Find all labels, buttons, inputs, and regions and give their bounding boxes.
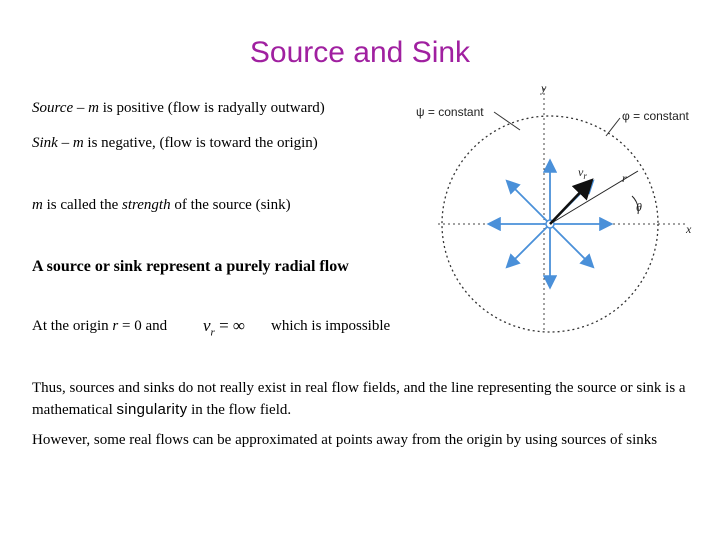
phi-leader-line bbox=[606, 118, 620, 136]
vr-label bbox=[578, 165, 587, 181]
singularity-paragraph bbox=[32, 378, 692, 421]
approximation-paragraph: However, some real flows can be approximated at points away from the origin by using sources of sinks bbox=[32, 432, 658, 448]
formula-sub: r bbox=[210, 326, 215, 339]
strength-mid: is called the bbox=[46, 197, 119, 213]
psi-leader-line bbox=[494, 112, 520, 130]
sink-line bbox=[32, 135, 318, 152]
singularity-term: singularity bbox=[116, 401, 188, 418]
origin-prefix: At the origin bbox=[32, 318, 109, 334]
impossible-text: which is impossible bbox=[271, 318, 391, 334]
strength-m: m bbox=[32, 197, 43, 213]
strength-desc: of the source (sink) bbox=[174, 197, 291, 213]
vr-label-sub: r bbox=[583, 171, 587, 181]
velocity-infinity-formula bbox=[203, 316, 245, 338]
sink-word: Sink bbox=[32, 135, 58, 151]
p1-after: in the flow field. bbox=[191, 402, 292, 418]
formula-eq: = ∞ bbox=[219, 316, 246, 335]
vr-label-v: v bbox=[578, 165, 584, 179]
psi-constant-label: ψ = constant bbox=[416, 105, 484, 119]
page-title: Source and Sink bbox=[249, 36, 471, 69]
formula-v: v bbox=[203, 316, 211, 335]
origin-r: r bbox=[112, 318, 119, 334]
sink-m: – m bbox=[61, 135, 84, 151]
sink-desc: is negative, (flow is toward the origin) bbox=[87, 135, 318, 151]
radial-flow-statement: A source or sink represent a purely radial flow bbox=[32, 258, 349, 275]
phi-constant-label: φ = constant bbox=[622, 109, 689, 123]
x-axis-label: x bbox=[686, 222, 692, 236]
source-line bbox=[32, 100, 325, 117]
strength-line bbox=[32, 197, 291, 214]
source-word: Source bbox=[32, 100, 74, 116]
origin-line bbox=[32, 318, 167, 335]
source-flow-diagram bbox=[410, 78, 710, 338]
streamline-downright bbox=[550, 224, 592, 266]
source-m: – m bbox=[76, 100, 99, 116]
source-desc: is positive (flow is radyally outward) bbox=[102, 100, 325, 116]
origin-eq: = 0 and bbox=[122, 318, 168, 334]
theta-label: θ bbox=[636, 200, 642, 214]
strength-term: strength bbox=[121, 197, 171, 213]
r-label: r bbox=[622, 171, 627, 185]
p1-before: Thus, sources and sinks do not really exist in real flow fields, and the line representing the source or sink is a mathematical bbox=[32, 380, 686, 418]
y-axis-label: y bbox=[541, 81, 547, 95]
